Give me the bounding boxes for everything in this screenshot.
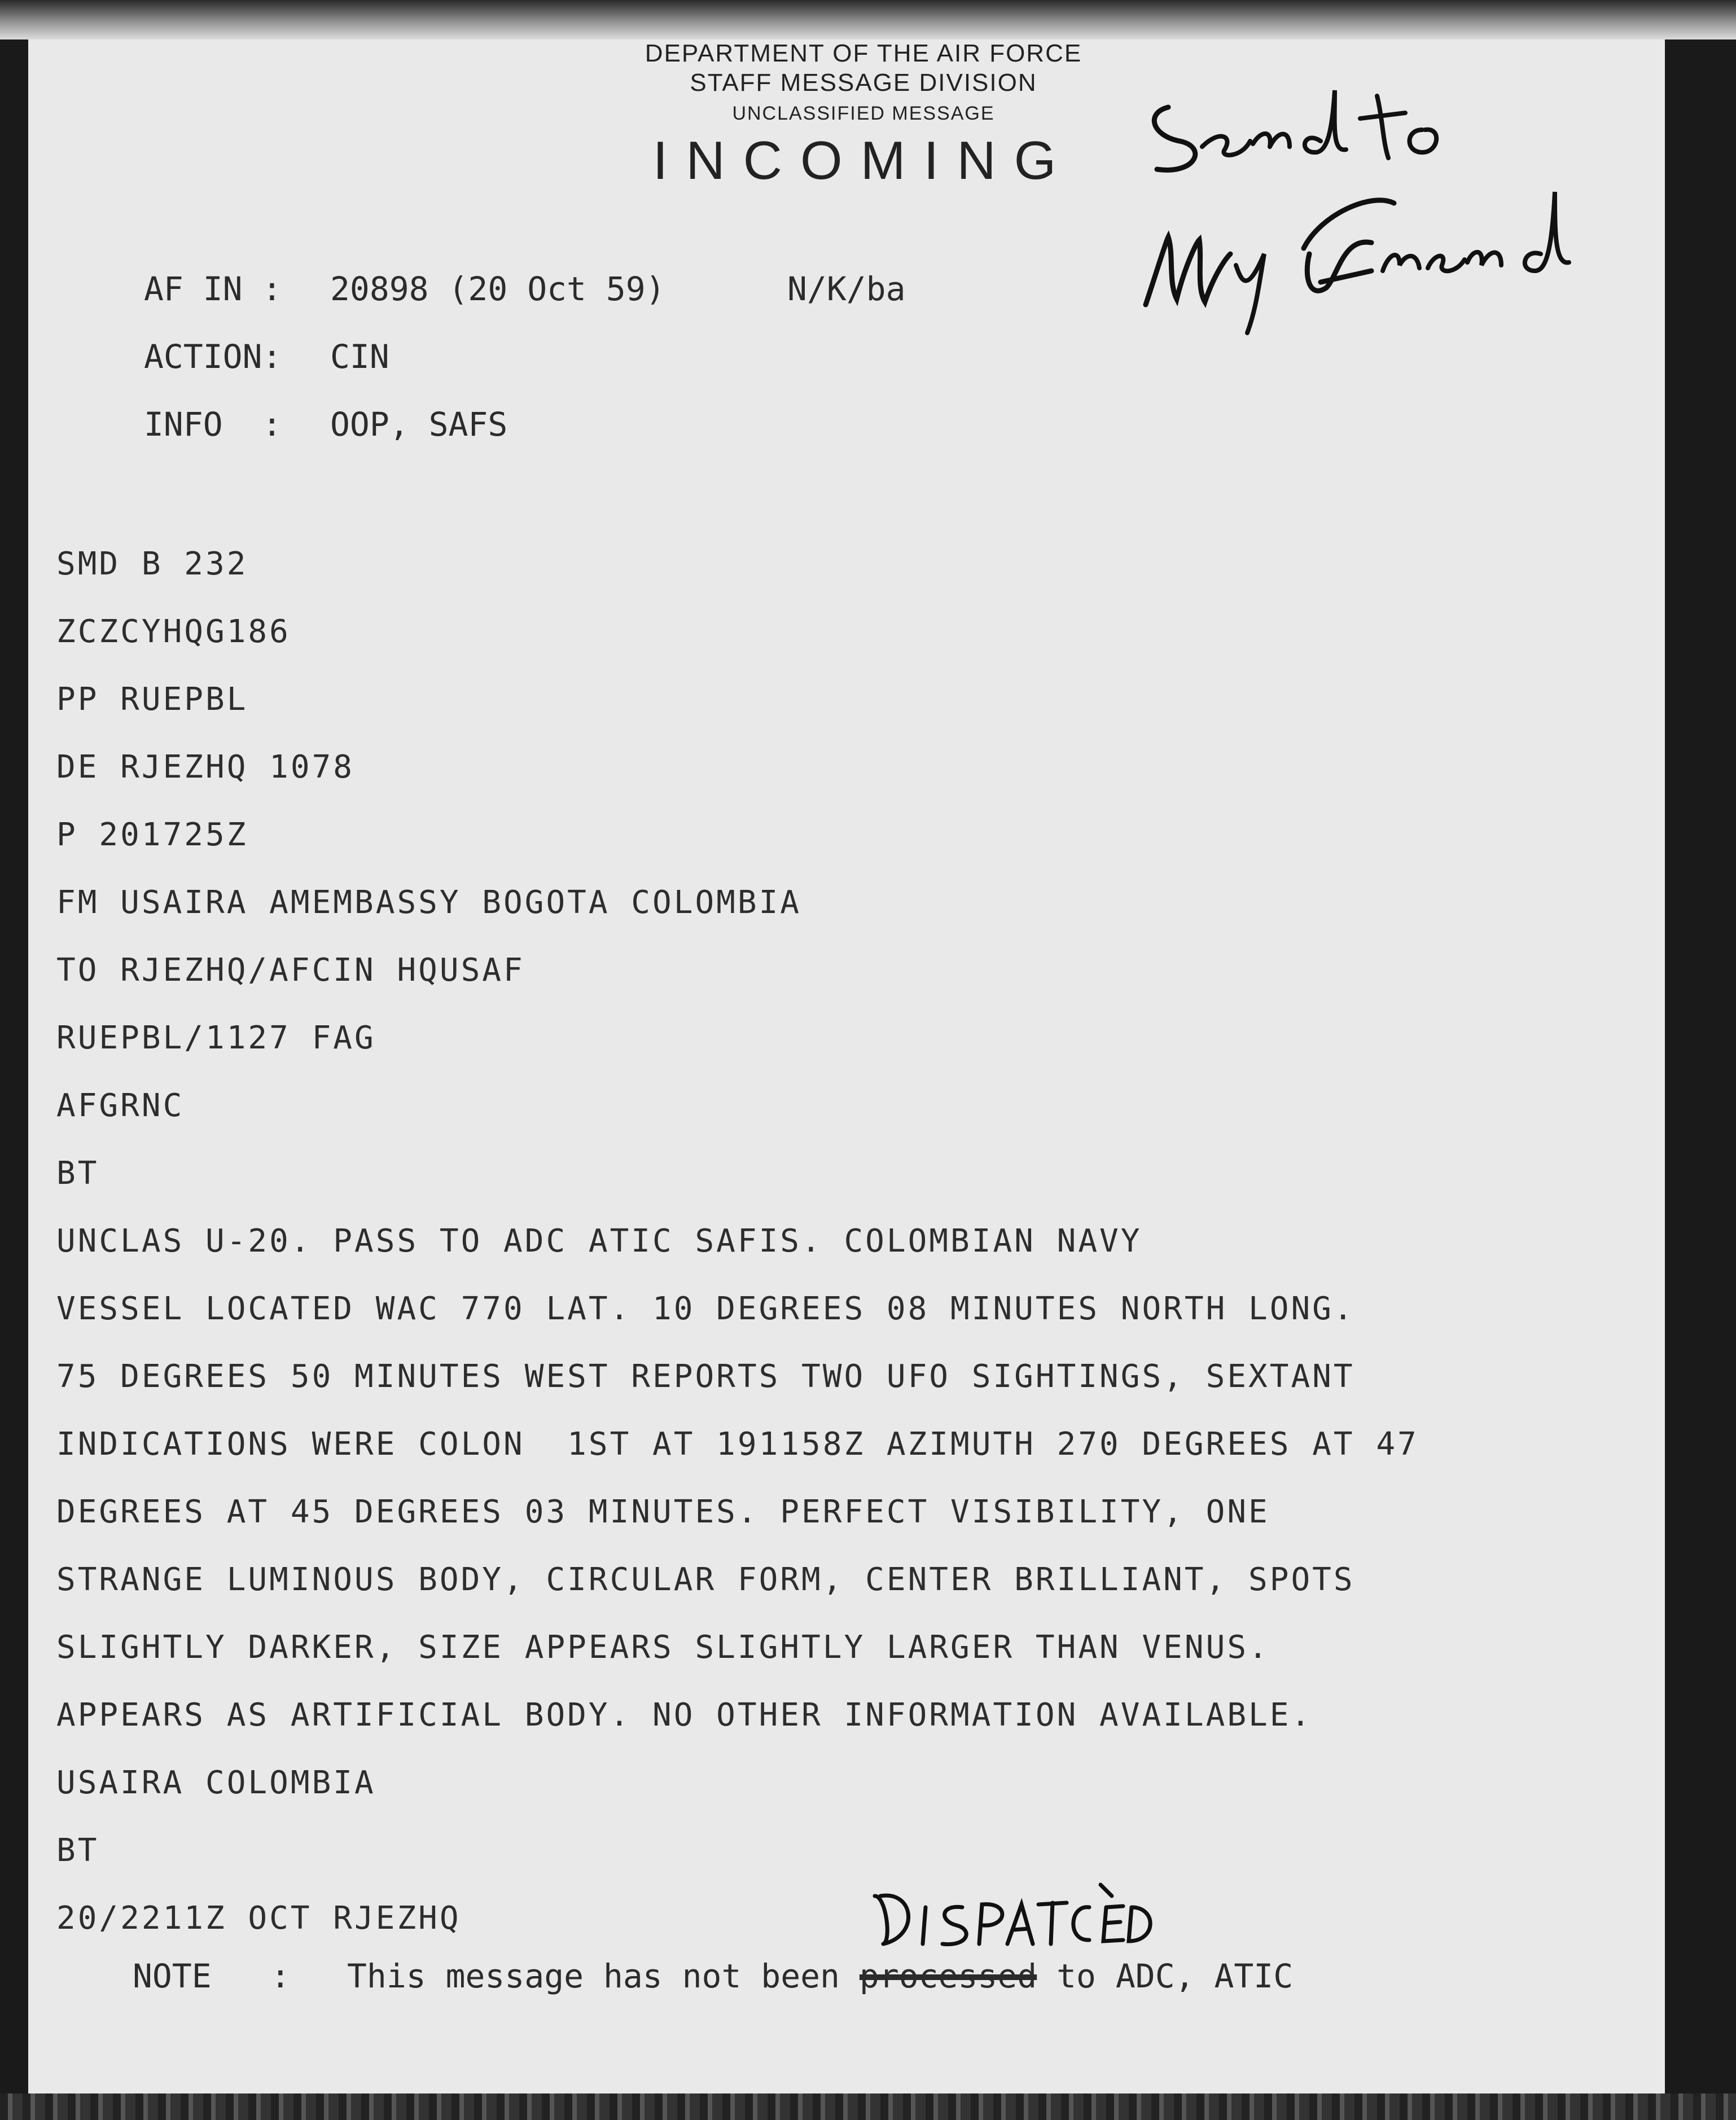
message-line: RUEPBL/1127 FAG: [56, 1020, 376, 1056]
routing-value: CIN: [330, 337, 389, 376]
scan-bottom-edge: [0, 2093, 1736, 2120]
message-line: P 201725Z: [56, 817, 248, 853]
classification-heading: UNCLASSIFIED MESSAGE: [732, 103, 995, 124]
message-body: [56, 530, 1419, 1952]
reference-code: N/K/ba: [787, 270, 906, 308]
routing-value: OOP, SAFS: [330, 405, 508, 444]
message-line: 20/2211Z OCT RJEZHQ: [56, 1900, 461, 1937]
routing-info: [144, 405, 507, 444]
note-text-after: to ADC, ATIC: [1037, 1957, 1294, 1995]
message-line: STRANGE LUMINOUS BODY, CIRCULAR FORM, CENTER BRILLIANT, SPOTS: [56, 1561, 1355, 1598]
message-line: APPEARS AS ARTIFICIAL BODY. NO OTHER INFORMATION AVAILABLE.: [56, 1697, 1313, 1733]
message-line: AFGRNC: [56, 1087, 185, 1124]
incoming-title: INCOMING: [652, 130, 1075, 191]
message-line: BT: [56, 1832, 99, 1869]
message-line: UNCLAS U-20. PASS TO ADC ATIC SAFIS. COLOMBIAN NAVY: [56, 1223, 1142, 1259]
routing-label: ACTION:: [144, 337, 282, 376]
routing-value: 20898 (20 Oct 59): [330, 270, 665, 308]
scan-top-edge: [0, 0, 1736, 39]
routing-action: [144, 337, 389, 376]
message-line: PP RUEPBL: [56, 681, 248, 718]
dispatch-note: [133, 1957, 1293, 1995]
message-line: DE RJEZHQ 1078: [56, 749, 355, 785]
message-line: BT: [56, 1155, 99, 1192]
note-label: NOTE :: [133, 1957, 291, 1995]
note-text-before: This message has not been: [347, 1957, 860, 1995]
note-struck-word: processed: [859, 1957, 1037, 1995]
message-line: INDICATIONS WERE COLON 1ST AT 191158Z AZIMUTH 270 DEGREES AT 47: [56, 1426, 1419, 1463]
handwritten-my-friend: [1134, 169, 1642, 327]
message-line: TO RJEZHQ/AFCIN HQUSAF: [56, 952, 525, 989]
message-line: SLIGHTLY DARKER, SIZE APPEARS SLIGHTLY LARGER THAN VENUS.: [56, 1629, 1270, 1666]
handwritten-dispatched: [863, 1873, 1157, 1958]
message-line: ZCZCYHQG186: [56, 613, 291, 650]
routing-af-in: [144, 270, 665, 308]
message-line: FM USAIRA AMEMBASSY BOGOTA COLOMBIA: [56, 884, 802, 921]
message-line: VESSEL LOCATED WAC 770 LAT. 10 DEGREES 08 MINUTES NORTH LONG.: [56, 1291, 1355, 1327]
routing-label: AF IN :: [144, 270, 282, 308]
message-line: 75 DEGREES 50 MINUTES WEST REPORTS TWO UFO SIGHTINGS, SEXTANT: [56, 1358, 1355, 1395]
message-line: DEGREES AT 45 DEGREES 03 MINUTES. PERFECT VISIBILITY, ONE: [56, 1494, 1270, 1530]
message-line: USAIRA COLOMBIA: [56, 1765, 376, 1801]
department-heading: DEPARTMENT OF THE AIR FORCE: [645, 39, 1082, 67]
routing-label: INFO :: [144, 405, 282, 444]
message-sheet: [28, 39, 1665, 2093]
message-line: SMD B 232: [56, 546, 248, 582]
division-heading: STAFF MESSAGE DIVISION: [690, 69, 1037, 96]
